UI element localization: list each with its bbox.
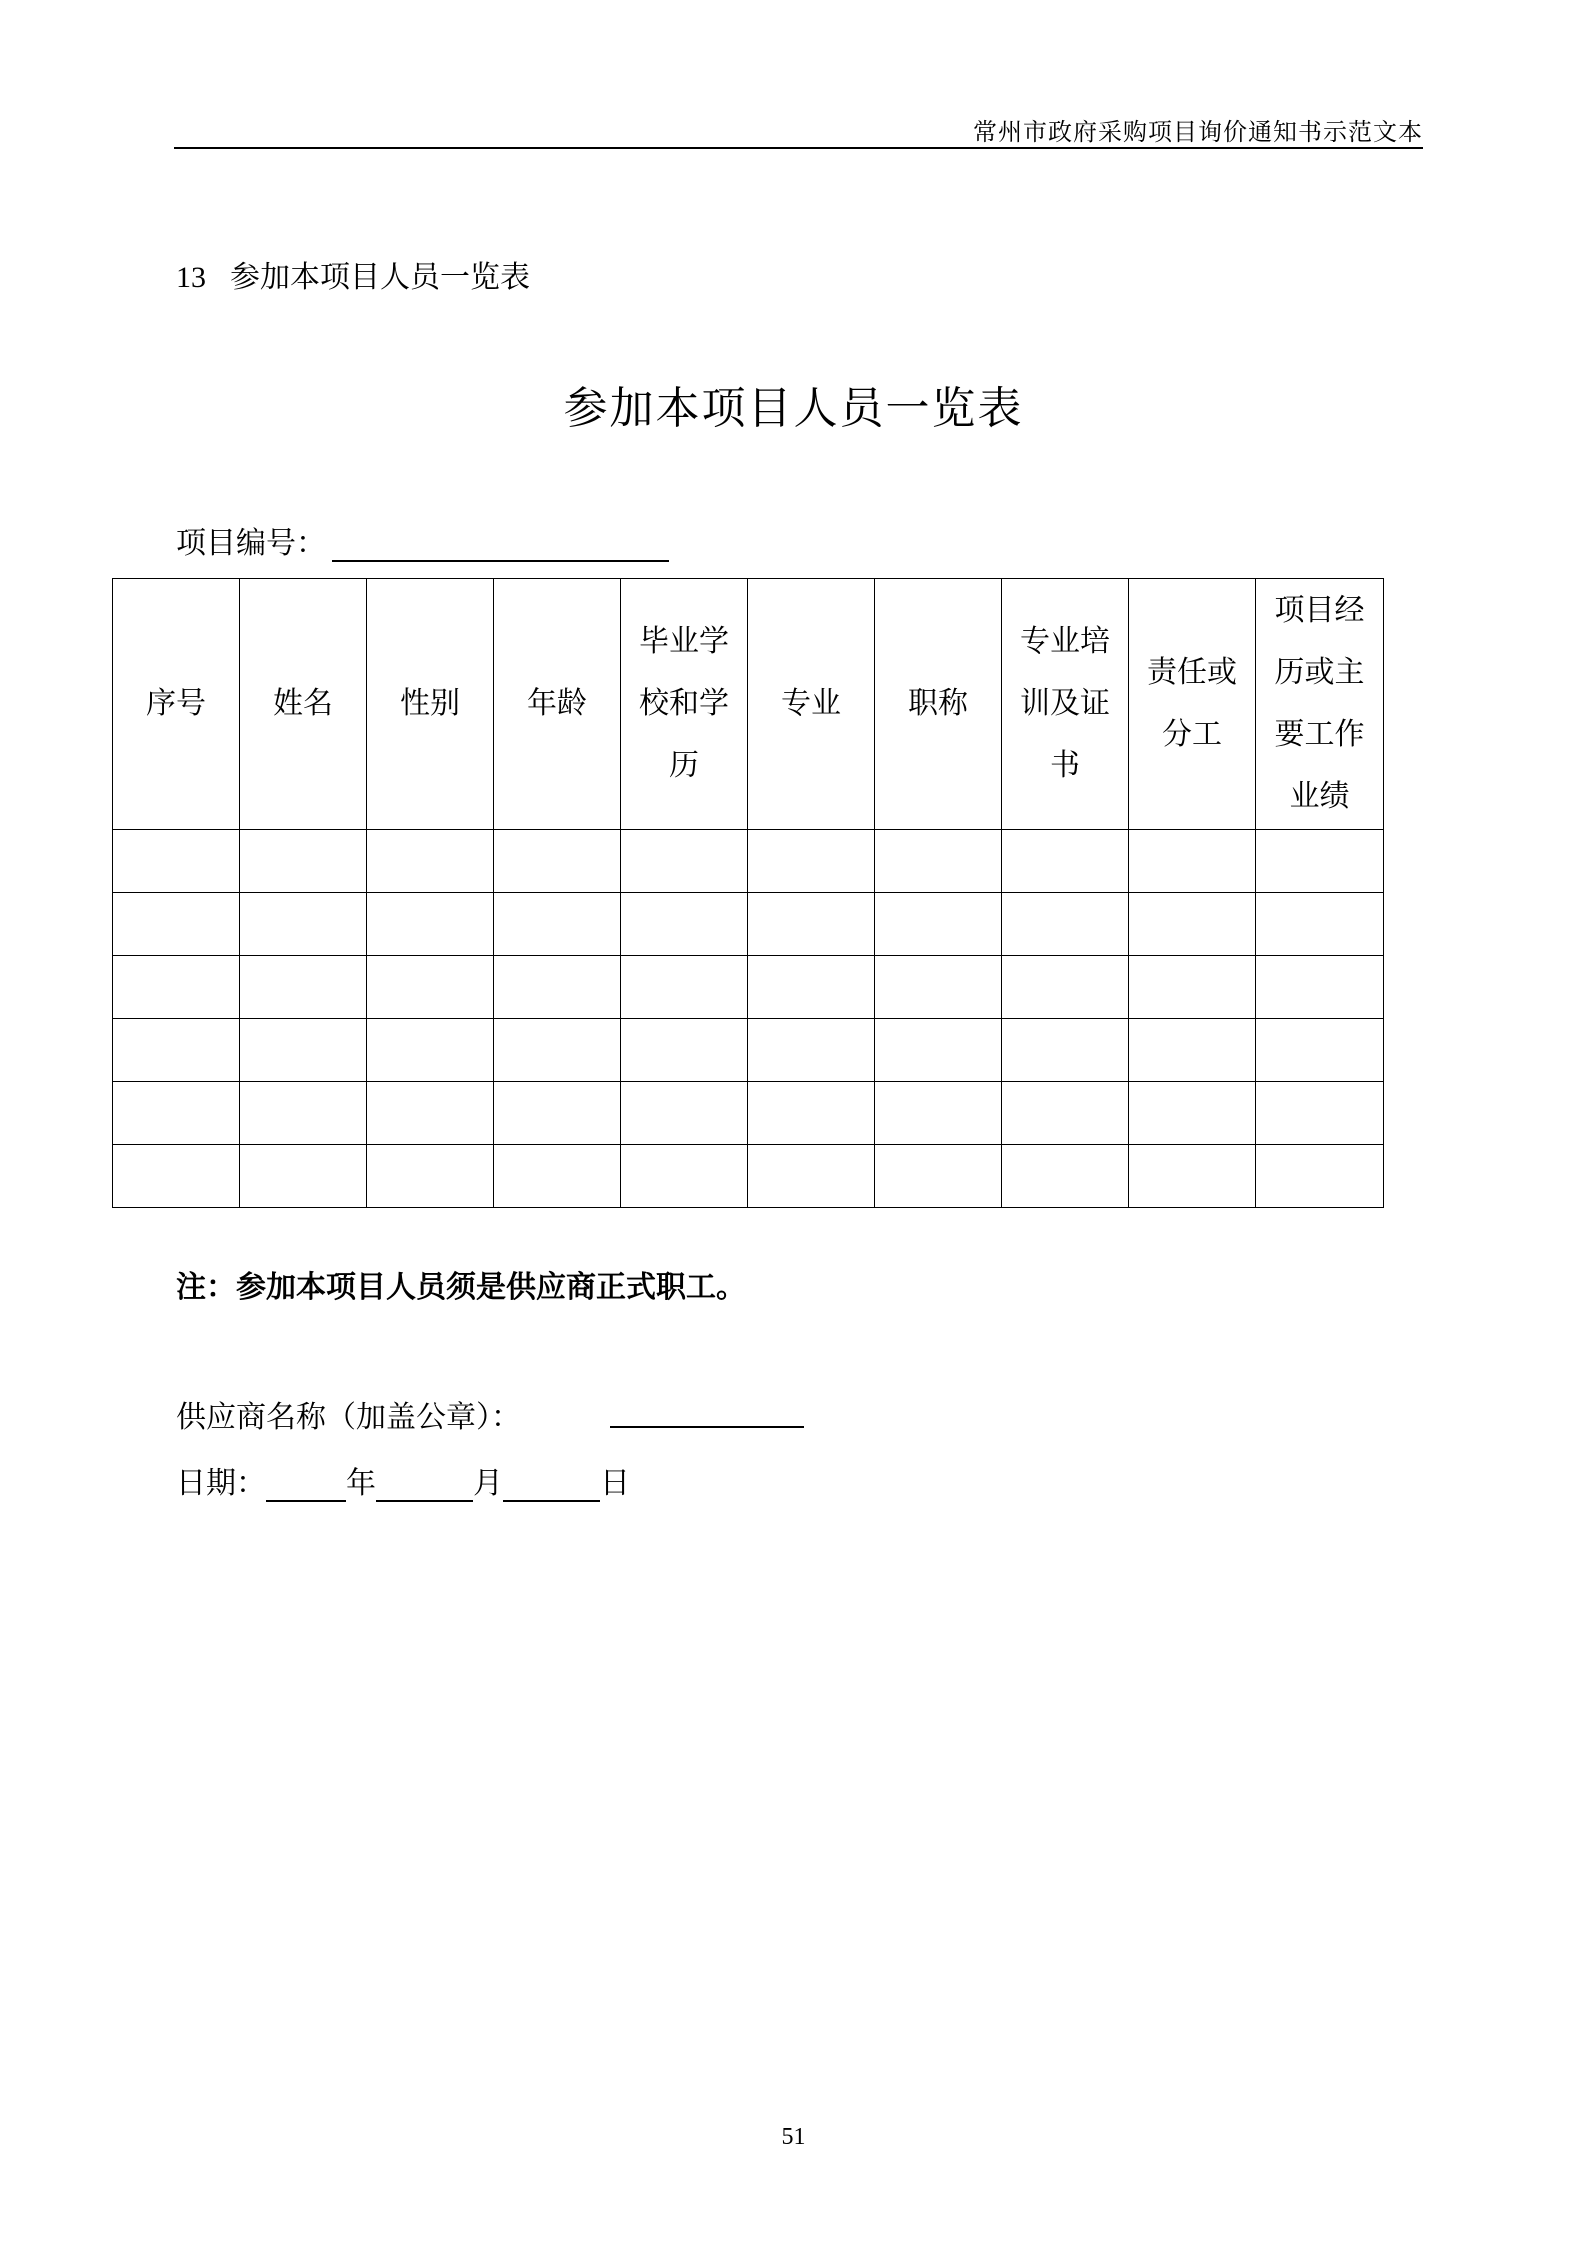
table-cell[interactable]	[875, 956, 1002, 1019]
section-heading	[176, 252, 530, 296]
day-label: 日	[600, 1466, 630, 1501]
supplier-label: 供应商名称（加盖公章）：	[176, 1400, 521, 1435]
table-cell[interactable]	[875, 1019, 1002, 1082]
table-cell[interactable]	[1129, 893, 1256, 956]
table-cell[interactable]	[748, 1019, 875, 1082]
table-cell[interactable]	[1256, 830, 1384, 893]
header-cell-gender: 性别	[367, 579, 494, 830]
header-cell-age: 年龄	[494, 579, 621, 830]
table-cell[interactable]	[494, 893, 621, 956]
table-cell[interactable]	[1002, 830, 1129, 893]
table-cell[interactable]	[113, 1145, 240, 1208]
table-cell[interactable]	[494, 1145, 621, 1208]
table-cell[interactable]	[1256, 1019, 1384, 1082]
table-cell[interactable]	[113, 956, 240, 1019]
table-cell[interactable]	[240, 1019, 367, 1082]
table-cell[interactable]	[113, 1019, 240, 1082]
date-label: 日期：	[176, 1466, 266, 1501]
table-cell[interactable]	[367, 1082, 494, 1145]
table-cell[interactable]	[1002, 956, 1129, 1019]
table-cell[interactable]	[240, 893, 367, 956]
section-number: 13	[176, 261, 206, 294]
table-cell[interactable]	[367, 956, 494, 1019]
date-line	[176, 1458, 630, 1502]
year-blank	[266, 1470, 346, 1502]
header-cell-major: 专业	[748, 579, 875, 830]
table-cell[interactable]	[240, 1082, 367, 1145]
header-cell-title: 职称	[875, 579, 1002, 830]
table-cell[interactable]	[494, 1019, 621, 1082]
table-cell[interactable]	[494, 830, 621, 893]
note-text: 注：参加本项目人员须是供应商正式职工。	[176, 1270, 746, 1305]
table-cell[interactable]	[1002, 1082, 1129, 1145]
table-cell[interactable]	[621, 1019, 748, 1082]
table-cell[interactable]	[240, 830, 367, 893]
table-row	[113, 956, 1384, 1019]
page-number: 51	[781, 2124, 806, 2150]
header-cell-name: 姓名	[240, 579, 367, 830]
table-cell[interactable]	[875, 893, 1002, 956]
project-number-label: 项目编号：	[176, 526, 326, 561]
table-cell[interactable]	[1002, 893, 1129, 956]
table-cell[interactable]	[367, 1019, 494, 1082]
table-header-row	[113, 579, 1384, 830]
table-cell[interactable]	[1129, 830, 1256, 893]
table-row	[113, 893, 1384, 956]
table-row	[113, 1082, 1384, 1145]
table-cell[interactable]	[1002, 1019, 1129, 1082]
day-blank	[503, 1470, 600, 1502]
table-cell[interactable]	[748, 830, 875, 893]
header-cell-training: 专业培训及证书	[1002, 579, 1129, 830]
personnel-table	[112, 578, 1384, 1208]
table-cell[interactable]	[1256, 956, 1384, 1019]
table-cell[interactable]	[1256, 1145, 1384, 1208]
table-cell[interactable]	[875, 1145, 1002, 1208]
table-cell[interactable]	[621, 830, 748, 893]
table-cell[interactable]	[113, 830, 240, 893]
project-number-blank	[332, 530, 669, 562]
header-cell-education: 毕业学校和学历	[621, 579, 748, 830]
table-cell[interactable]	[367, 830, 494, 893]
table-row	[113, 1145, 1384, 1208]
table-cell[interactable]	[621, 1145, 748, 1208]
section-title: 参加本项目人员一览表	[230, 260, 530, 295]
table-cell[interactable]	[748, 1145, 875, 1208]
table-cell[interactable]	[1256, 1082, 1384, 1145]
table-body	[113, 830, 1384, 1208]
project-number-line	[176, 518, 669, 562]
table-cell[interactable]	[1129, 1019, 1256, 1082]
year-label: 年	[346, 1466, 376, 1501]
header-rule	[174, 147, 1423, 149]
table-cell[interactable]	[494, 1082, 621, 1145]
table-cell[interactable]	[748, 956, 875, 1019]
table-row	[113, 1019, 1384, 1082]
table-cell[interactable]	[1129, 1145, 1256, 1208]
table-cell[interactable]	[494, 956, 621, 1019]
table-cell[interactable]	[1129, 1082, 1256, 1145]
table-cell[interactable]	[748, 1082, 875, 1145]
table-cell[interactable]	[240, 956, 367, 1019]
table-cell[interactable]	[1129, 956, 1256, 1019]
supplier-line	[176, 1392, 521, 1436]
header-cell-responsibility: 责任或分工	[1129, 579, 1256, 830]
table-cell[interactable]	[748, 893, 875, 956]
supplier-blank	[610, 1426, 804, 1428]
month-blank	[376, 1470, 473, 1502]
table-cell[interactable]	[621, 893, 748, 956]
running-header: 常州市政府采购项目询价通知书示范文本	[973, 118, 1423, 146]
table-cell[interactable]	[875, 1082, 1002, 1145]
month-label: 月	[473, 1466, 503, 1501]
table-cell[interactable]	[875, 830, 1002, 893]
table-row	[113, 830, 1384, 893]
table-cell[interactable]	[621, 956, 748, 1019]
table-cell[interactable]	[367, 1145, 494, 1208]
header-cell-serial: 序号	[113, 579, 240, 830]
table-cell[interactable]	[367, 893, 494, 956]
table-cell[interactable]	[1002, 1145, 1129, 1208]
table-cell[interactable]	[1256, 893, 1384, 956]
table-cell[interactable]	[113, 1082, 240, 1145]
table-cell[interactable]	[240, 1145, 367, 1208]
page-title: 参加本项目人员一览表	[563, 383, 1024, 434]
header-cell-experience: 项目经历或主要工作业绩	[1256, 579, 1384, 830]
table-cell[interactable]	[113, 893, 240, 956]
table-cell[interactable]	[621, 1082, 748, 1145]
